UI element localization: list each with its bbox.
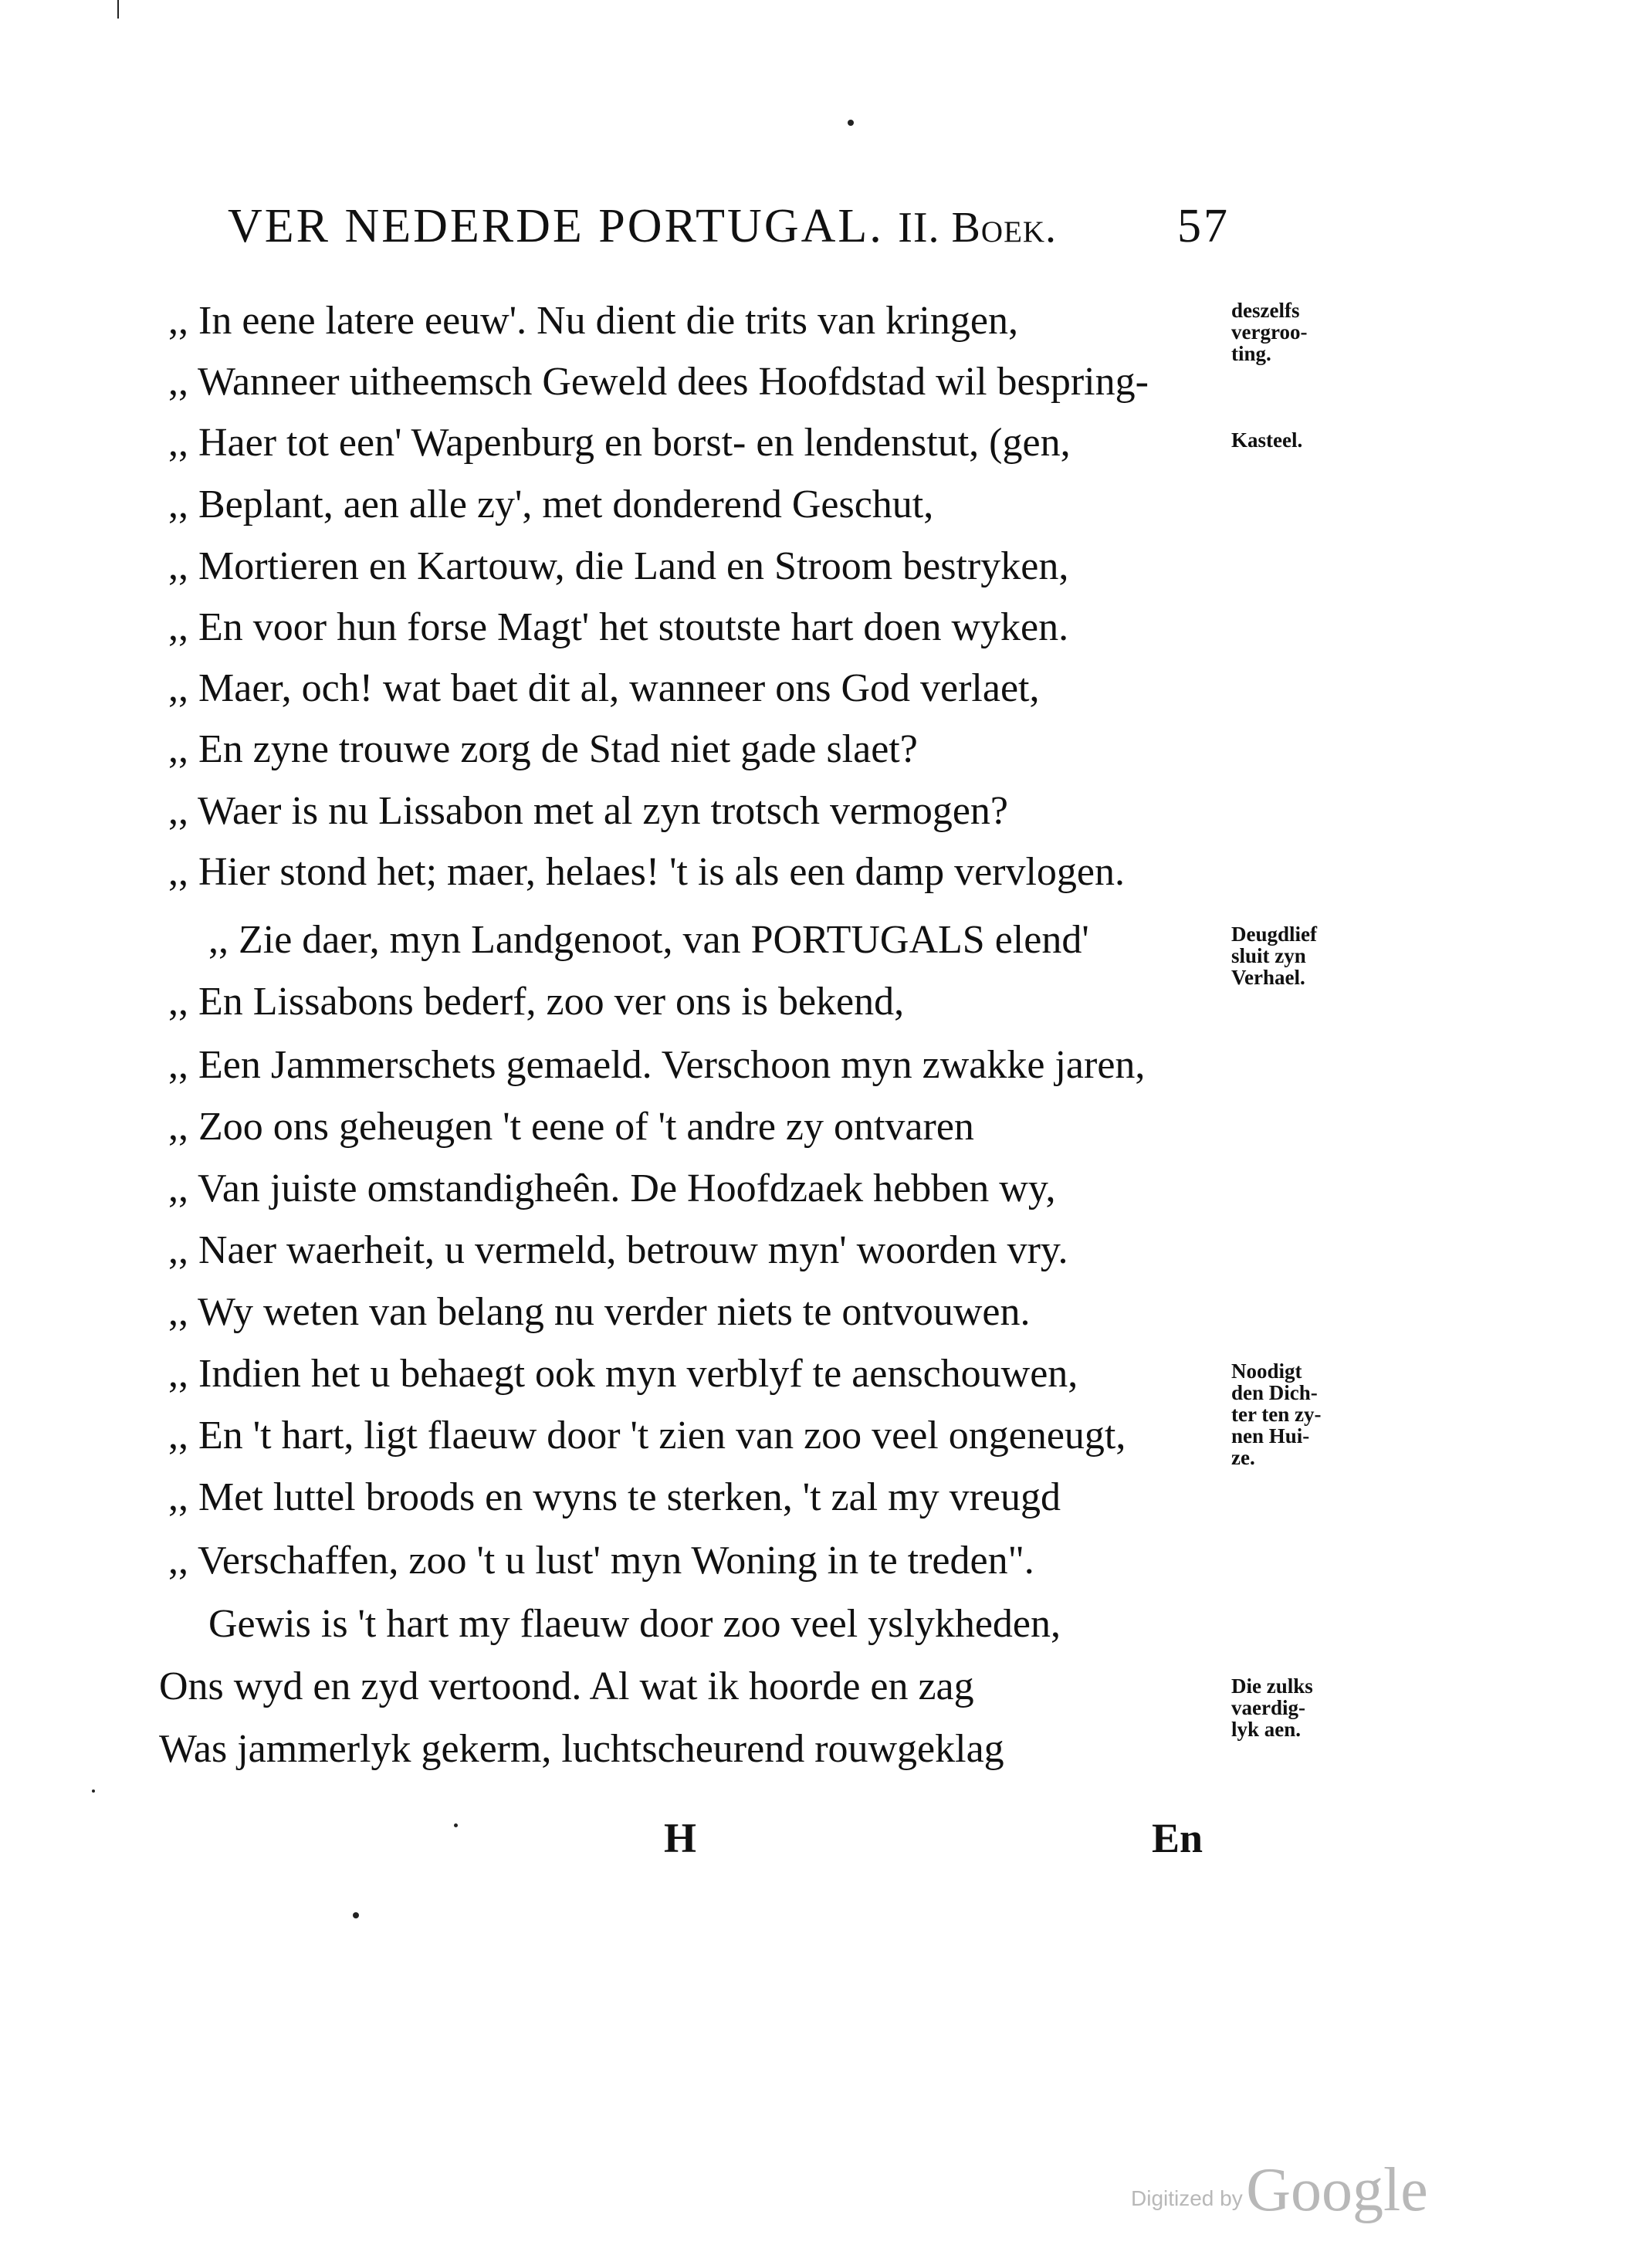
ink-speck bbox=[353, 1912, 359, 1918]
google-logo: Google bbox=[1246, 2156, 1428, 2224]
verse-line: ,, Naer waerheit, u vermeld, betrouw myn' woorden vry. bbox=[168, 1228, 1068, 1272]
running-head bbox=[228, 199, 1231, 254]
verse-line: ,, Haer tot een' Wapenburg en borst- en lendenstut, (gen, bbox=[168, 421, 1071, 465]
verse-line: ,, Waer is nu Lissabon met al zyn trotsch vermogen? bbox=[168, 789, 1009, 833]
margin-note: Kasteel. bbox=[1231, 428, 1303, 452]
page-number: 57 bbox=[1177, 200, 1230, 252]
verse-line: ,, En voor hun forse Magt' het stoutste hart doen wyken. bbox=[168, 605, 1069, 649]
verse-line: Was jammerlyk gekerm, luchtscheurend rouwgeklag bbox=[159, 1727, 1004, 1771]
verse-line: ,, Van juiste omstandigheên. De Hoofdzaek hebben wy, bbox=[168, 1166, 1056, 1210]
verse-line: ,, Wy weten van belang nu verder niets te ontvouwen. bbox=[168, 1290, 1031, 1334]
ink-speck bbox=[117, 0, 119, 19]
verse-line: ,, In eene latere eeuw'. Nu dient die trits van kringen, bbox=[168, 299, 1018, 343]
ink-speck bbox=[848, 120, 854, 126]
verse-line: ,, En zyne trouwe zorg de Stad niet gade slaet? bbox=[168, 727, 918, 771]
running-title: VER NEDERDE PORTUGAL. bbox=[228, 200, 884, 252]
verse-line: ,, Verschaffen, zoo 't u lust' myn Woning in te treden". bbox=[168, 1539, 1034, 1583]
verse-line: ,, En Lissabons bederf, zoo ver ons is bekend, bbox=[168, 980, 905, 1024]
margin-note: Deugdlief sluit zyn Verhael. bbox=[1231, 923, 1317, 989]
ink-speck bbox=[454, 1823, 458, 1827]
verse-line: ,, Hier stond het; maer, helaes! 't is als een damp vervlogen. bbox=[168, 850, 1126, 894]
verse-line: ,, Zoo ons geheugen 't eene of 't andre zy ontvaren bbox=[168, 1105, 974, 1149]
digitized-watermark bbox=[1131, 2155, 1428, 2226]
verse-line: ,, Wanneer uitheemsch Geweld dees Hoofdstad wil bespring- bbox=[168, 360, 1149, 404]
verse-line: ,, En 't hart, ligt flaeuw door 't zien van zoo veel ongeneugt, bbox=[168, 1414, 1126, 1458]
margin-note: Noodigt den Dich- ter ten zy- nen Hui- ze. bbox=[1231, 1359, 1322, 1469]
ink-speck bbox=[92, 1789, 95, 1793]
book-number: II. Boek. bbox=[898, 204, 1058, 252]
verse-line: ,, Met luttel broods en wyns te sterken, 't zal my vreugd bbox=[168, 1475, 1061, 1519]
verse-line: ,, Beplant, aen alle zy', met donderend Geschut, bbox=[168, 482, 934, 527]
signature-mark: H bbox=[664, 1815, 697, 1861]
margin-note: deszelfs vergroo- ting. bbox=[1231, 299, 1308, 365]
catchword: En bbox=[1152, 1815, 1203, 1861]
margin-note: Die zulks vaerdig- lyk aen. bbox=[1231, 1674, 1313, 1741]
verse-line: ,, Zie daer, myn Landgenoot, van PORTUGALS elend' bbox=[208, 918, 1089, 962]
verse-line: ,, Maer, och! wat baet dit al, wanneer ons God verlaet, bbox=[168, 666, 1040, 710]
verse-line: Ons wyd en zyd vertoond. Al wat ik hoorde en zag bbox=[159, 1664, 974, 1708]
verse-line: ,, Mortieren en Kartouw, die Land en Stroom bestryken, bbox=[168, 544, 1069, 588]
verse-line: ,, Indien het u behaegt ook myn verblyf te aenschouwen, bbox=[168, 1352, 1078, 1396]
verse-line: ,, Een Jammerschets gemaeld. Verschoon myn zwakke jaren, bbox=[168, 1043, 1146, 1087]
watermark-prefix: Digitized by bbox=[1131, 2186, 1243, 2210]
verse-line: Gewis is 't hart my flaeuw door zoo veel yslykheden, bbox=[208, 1602, 1061, 1646]
